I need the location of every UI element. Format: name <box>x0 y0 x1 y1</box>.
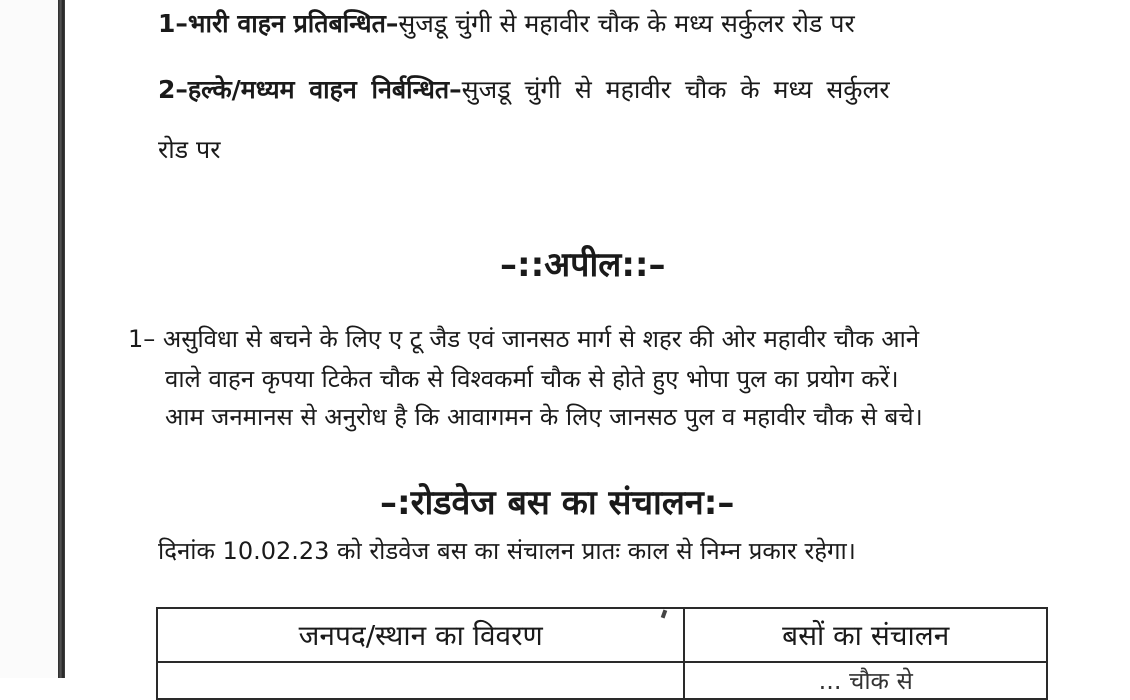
roadways-intro: दिनांक 10.02.23 को रोडवेज बस का संचालन प्रातः काल से निम्न प्रकार रहेगा। <box>158 537 856 565</box>
appeal-line-1: 1– असुविधा से बचने के लिए ए टू जैड एवं जानसठ मार्ग से शहर की ओर महावीर चौक आने <box>128 325 920 353</box>
column-header-location: जनपद/स्थान का विवरण <box>157 608 684 662</box>
restriction-label: 2–हल्के/मध्यम वाहन निर्बन्धित– <box>158 75 462 104</box>
column-header-bus-operation: बसों का संचालन <box>684 608 1047 662</box>
page-edge <box>58 0 65 678</box>
restriction-text: सुजडू चुंगी से महावीर चौक के मध्य सर्कुलर <box>461 75 890 104</box>
table-row <box>157 662 1047 699</box>
restriction-item-1 <box>158 6 855 40</box>
scan-margin <box>0 0 58 678</box>
notice-document <box>70 0 1120 695</box>
appeal-heading: –::अपील::– <box>500 245 666 285</box>
appeal-line-2: वाले वाहन कृपया टिकेत चौक से विश्वकर्मा चौक से होते हुए भोपा पुल का प्रयोग करें। <box>165 365 899 393</box>
table-cell <box>157 662 684 699</box>
restriction-label: 1–भारी वाहन प्रतिबन्धित– <box>158 9 399 38</box>
roadways-heading: –:रोडवेज बस का संचालन:– <box>380 483 735 523</box>
appeal-line-3: आम जनमानस से अनुरोध है कि आवागमन के लिए जानसठ पुल व महावीर चौक से बचे। <box>165 403 923 431</box>
restriction-item-2 <box>158 72 890 106</box>
restriction-item-2-continuation: रोड पर <box>158 135 221 164</box>
restriction-text: सुजडू चुंगी से महावीर चौक के मध्य सर्कुलर रोड पर <box>398 9 855 38</box>
table-cell: ... चौक से <box>684 662 1047 699</box>
bus-route-table <box>156 607 1048 700</box>
table-header-row <box>157 608 1047 662</box>
